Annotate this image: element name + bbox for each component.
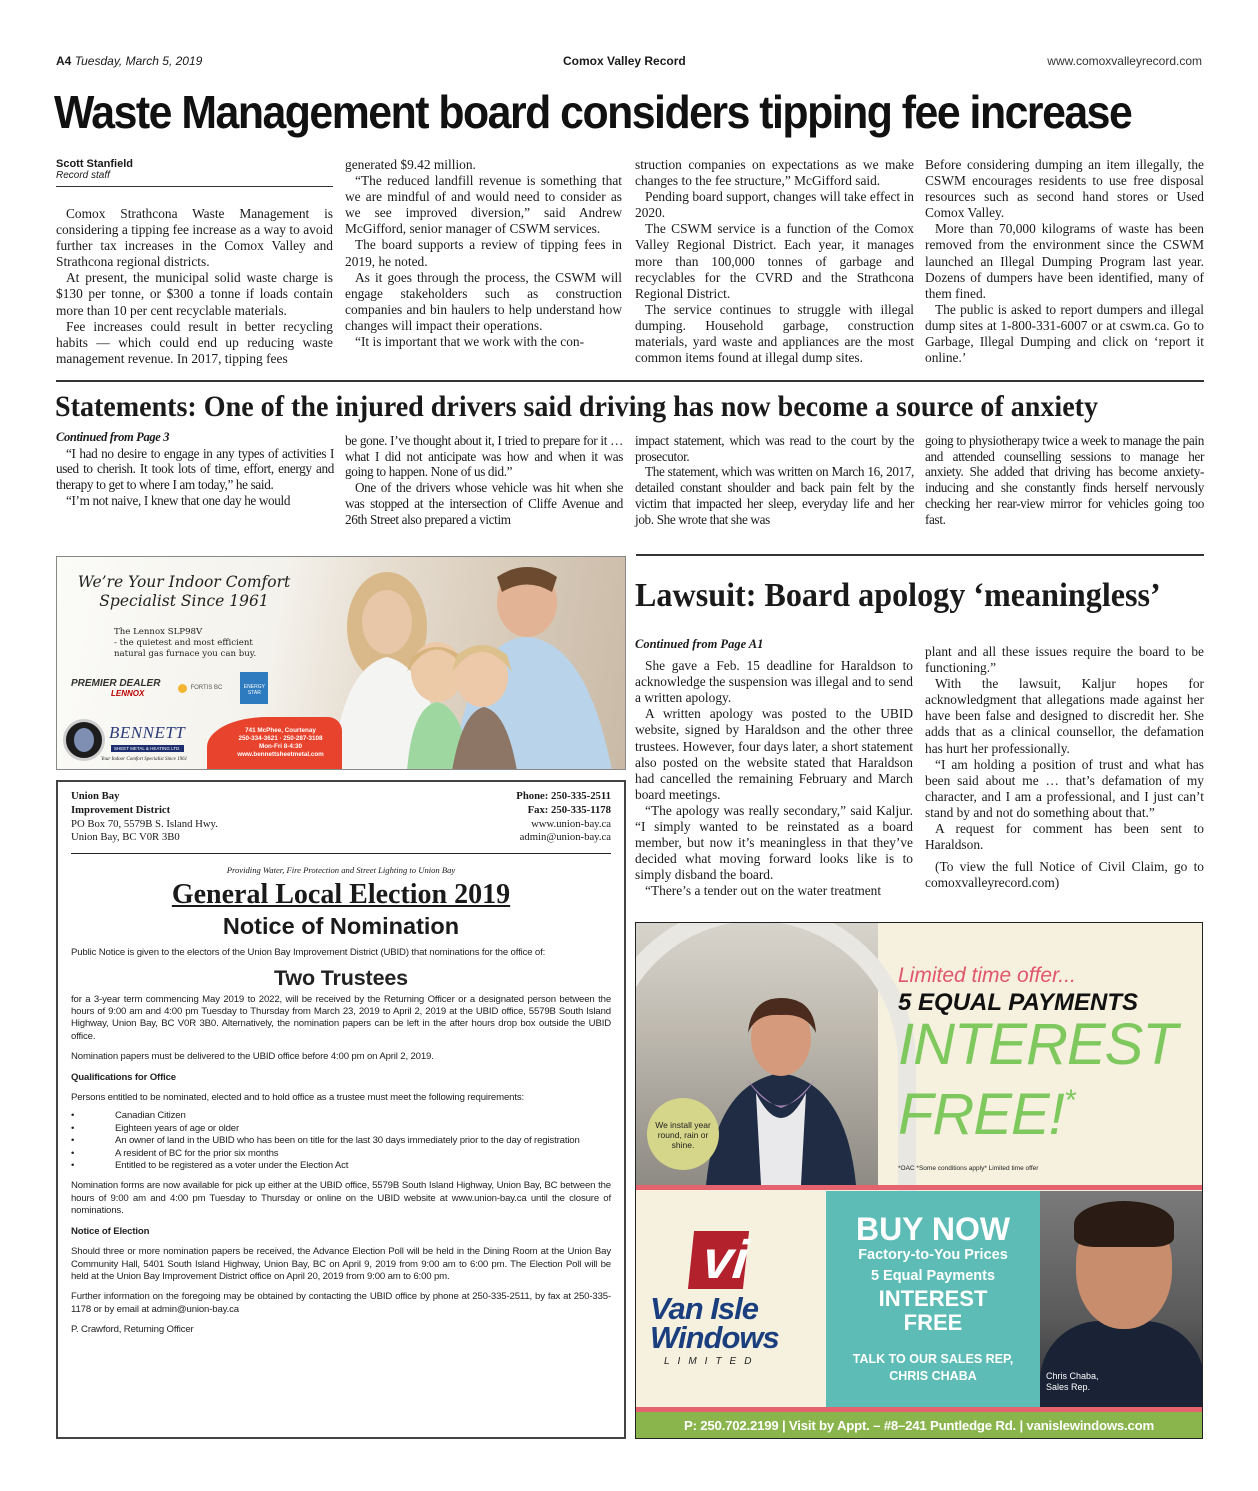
buy-now-panel xyxy=(826,1191,1040,1407)
office-title: Two Trustees xyxy=(273,965,408,990)
rep-title: Sales Rep. xyxy=(1046,1382,1091,1392)
installer-photo xyxy=(636,923,878,1185)
byline-role: Record staff xyxy=(56,170,110,181)
product-description xyxy=(114,627,256,660)
fax: Fax: 250-335-1178 xyxy=(527,803,611,816)
section-divider xyxy=(636,554,1204,556)
byline-name: Scott Stanfield xyxy=(56,158,134,170)
phones: 250-334-3621 · 250-287-3108 xyxy=(238,735,323,742)
ad-top-panel xyxy=(636,923,1202,1185)
fortis-text: FORTIS BC xyxy=(190,685,223,691)
free-word: FREE! xyxy=(898,1082,1064,1147)
paragraph: going to physiotherapy twice a week to manage the pain and attended counselling sessions to manage her anxiety. She added that driving has become anxiety-inducing and she constantly finds herself nervously checking her rear-view mirror for vehicles going too fast. xyxy=(925,433,1204,527)
logo-limited: LIMITED xyxy=(664,1356,760,1367)
brand-slogan: Your Indoor Comfort Specialist Since 1961 xyxy=(101,757,188,762)
lawsuit-column-2 xyxy=(925,644,1204,891)
ad-tagline: We’re Your Indoor Comfort Specialist Since 1961 xyxy=(77,573,291,610)
limited-offer: Limited time offer... xyxy=(898,964,1076,987)
interest-text: INTEREST xyxy=(898,1012,1177,1077)
lawsuit-column-1 xyxy=(635,636,913,900)
paragraph: plant and all these issues require the board to be functioning.” xyxy=(925,644,1204,676)
paragraph: Fee increases could result in better recycling habits — which could end up reducing waste management revenue. In 2017, tipping fees xyxy=(56,318,333,366)
list-item: • Canadian Citizen xyxy=(71,1110,611,1122)
paragraph: The statement, which was written on March 16, 2017, detailed constant shoulder and back pain felt by the victim that impacted her sleep, everyday life and her job. She wrote that she was xyxy=(635,464,914,527)
term-text: for a 3-year term commencing May 2019 to 2022, will be received by the Returning Officer or a designated person between the hours of 9:00 am and 4:00 pm Tuesday to Thursday from March 23, 2019 to April 2, 2019 at the UBID office, 5579B South Island Highway, Union Bay, BC V0R 3B0. Alternatively, the nomination papers can be left in the after hours drop box outside the UBID office. xyxy=(71,993,611,1042)
fortisbc-logo xyxy=(178,684,222,693)
paragraph: With the lawsuit, Kaljur hopes for acknowledgment that allegations made against her have been false and designed to discredit her. She adds that as a clinical counsellor, the defamation has hurt her professionally. xyxy=(925,676,1204,756)
statements-column-3 xyxy=(635,433,914,527)
bennett-advertisement[interactable] xyxy=(56,556,626,770)
paragraph: Before considering dumping an item illegally, the CSWM encourages residents to use free disposal resources such as second hand stores or Used Comox Valley. xyxy=(925,157,1204,221)
intro: Public Notice is given to the electors of the Union Bay Improvement District (UBID) that nominations for the office of: xyxy=(71,947,546,959)
page-number: A4 xyxy=(56,54,72,68)
section-divider xyxy=(56,380,1204,382)
equal-payments: 5 EQUAL PAYMENTS xyxy=(898,989,1139,1016)
product-line: The Lennox SLP98V xyxy=(114,627,203,637)
equal-payments-2: 5 Equal Payments xyxy=(870,1268,996,1284)
lennox-text: LENNOX xyxy=(111,689,145,698)
list-item: • An owner of land in the UBID who has been on title for the last 30 days immediately prior to the day of registration xyxy=(71,1135,611,1147)
paragraph: be gone. I’ve thought about it, I tried to prepare for it … what I did not anticipate was how and when it was going to happen. None of us did.” xyxy=(345,433,623,480)
waste-column-2 xyxy=(345,157,622,350)
org-name-1: Union Bay xyxy=(71,790,120,802)
lennox-premier-dealer-logo xyxy=(71,678,160,698)
paragraph: (To view the full Notice of Civil Claim, go to comoxvalleyrecord.com) xyxy=(925,859,1204,891)
publication-website: www.comoxvalleyrecord.com xyxy=(1047,54,1202,68)
signature: P. Crawford, Returning Officer xyxy=(71,1324,194,1336)
buy-now: BUY NOW xyxy=(855,1211,1011,1247)
continued-from-label: Continued from Page 3 xyxy=(56,430,170,444)
paragraph: Comox Strathcona Waste Management is considering a tipping fee increase as a way to avoid further tax increases in the Comox Valley and Strathcona regional districts. xyxy=(56,206,333,270)
rep-name: Chris Chaba, xyxy=(1046,1371,1099,1381)
rep-caption xyxy=(1046,1371,1099,1393)
paragraph: More than 70,000 kilograms of waste has been removed from the environment since the CSWM launched an Illegal Dumping Program last year. Dozens of dumpers have been identified, many of them fined. xyxy=(925,221,1204,301)
product-line: - the quietest and most efficient xyxy=(114,638,253,648)
statements-column-2 xyxy=(345,433,623,527)
org-name-2: Improvement District xyxy=(71,803,171,816)
email-link[interactable]: admin@union-bay.ca xyxy=(519,831,611,844)
waste-column-3 xyxy=(635,157,914,366)
brand-subtitle: SHEET METAL & HEATING LTD. xyxy=(111,745,184,752)
woman-figure xyxy=(706,993,856,1185)
paragraph: One of the drivers whose vehicle was hit when she was stopped at the intersection of Cliffe Avenue and 26th Street also prepared a victim xyxy=(345,480,623,527)
fortis-dot-icon xyxy=(178,684,187,693)
web-link[interactable]: www.union-bay.ca xyxy=(531,817,611,830)
paragraph: The public is asked to report dumpers and illegal dump sites at 1-800-331-6007 or at cswm.ca. Go to Garbage, Illegal Dumping and click on ‘report it online.’ xyxy=(925,301,1204,366)
rep-hair xyxy=(1074,1201,1174,1247)
paragraph: “The reduced landfill revenue is something that we are mindful of and would need to consider as we see improved diversion,” said Andrew McGifford, senior manager of CSWM services. xyxy=(345,173,622,237)
waste-column-1 xyxy=(56,206,333,367)
vanisle-windows-advertisement[interactable] xyxy=(635,922,1203,1439)
contact-band xyxy=(207,717,342,770)
lawsuit-headline xyxy=(635,574,1161,618)
premier-dealer-text: PREMIER DEALER xyxy=(71,678,161,689)
paragraph: Pending board support, changes will take effect in 2020. xyxy=(635,189,914,221)
headline-kicker: Lawsuit: xyxy=(635,577,757,614)
paragraph: “I’m not naive, I knew that one day he would xyxy=(66,492,291,508)
further-info: Further information on the foregoing may be obtained by contacting the UBID office by phone at 250-335-2511, by fax at 250-335-1178 or by email at admin@union-bay.ca xyxy=(71,1291,611,1315)
hours: Mon-Fri 8-4:30 xyxy=(258,743,303,750)
pink-divider xyxy=(636,1185,1202,1190)
deadline: Nomination papers must be delivered to the UBID office before 4:00 pm on April 2, 2019. xyxy=(71,1051,434,1063)
partner-logos xyxy=(71,672,268,704)
issue-date: Tuesday, March 5, 2019 xyxy=(74,54,203,68)
contact-block xyxy=(516,790,611,845)
vi-logo-icon xyxy=(688,1230,752,1290)
rep-name-caps: CHRIS CHABA xyxy=(889,1369,977,1383)
folio-page-date xyxy=(56,54,202,68)
paragraph: The CSWM service is a function of the Comox Valley Regional District. Each year, it manages more than 100,000 tonnes of garbage and recyclables for the CVRD and the Strathcona Regional District. xyxy=(635,221,914,301)
free-2: FREE xyxy=(903,1310,963,1335)
org-address-1: PO Box 70, 5579B S. Island Hwy. xyxy=(71,817,218,830)
paragraph: At present, the municipal solid waste charge is $130 per tonne, or $300 a tonne if loads contain more than 10 per cent recyclable materials. xyxy=(56,270,333,318)
paragraph: “The apology was really secondary,” said Kaljur. “I simply wanted to be reinstated as a board member, but now it’s meaningless in that they’ve decided what moving forward looks like is to simply disband the board. xyxy=(635,802,913,883)
brand-name: BENNETT xyxy=(109,723,186,742)
offer-block xyxy=(898,963,1177,1172)
phone: Phone: 250-335-2511 xyxy=(516,790,611,802)
energy-star-logo: ENERGY STAR xyxy=(240,672,268,704)
paragraph: generated $9.42 million. xyxy=(345,157,476,172)
statements-column-1 xyxy=(56,430,334,509)
logo-line: Windows xyxy=(650,1320,779,1355)
qualifications-intro: Persons entitled to be nominated, elected and to hold office as a trustee must meet the following requirements: xyxy=(71,1092,525,1104)
statements-headline xyxy=(55,388,1098,426)
election-heading: Notice of Election xyxy=(71,1225,150,1237)
paragraph: The service continues to struggle with illegal dumping. Household garbage, construction materials, yard waste and appliances are the most common items found at illegal dump sites. xyxy=(635,301,914,366)
waste-column-4 xyxy=(925,157,1204,366)
list-item: • Entitled to be registered as a voter under the Election Act xyxy=(71,1160,611,1172)
notice-body xyxy=(71,947,611,1336)
paragraph: The board supports a review of tipping fees in 2019, he noted. xyxy=(345,237,622,269)
interest-2: INTEREST xyxy=(878,1286,988,1311)
paragraph: “I had no desire to engage in any types of activities I used to cherish. It took lots of time, effort, energy and therapy to get to where I am today,” he said. xyxy=(56,445,334,493)
waste-article-headline: Waste Management board considers tipping fee increase xyxy=(54,86,1132,138)
publication-name: Comox Valley Record xyxy=(563,54,686,68)
paragraph: “There’s a tender out on the water treatment xyxy=(645,883,882,899)
paragraph: impact statement, which was read to the court by the prosecutor. xyxy=(635,433,914,464)
address: 741 McPhee, Courtenay xyxy=(245,727,316,734)
contact-footer[interactable]: P: 250.702.2199 | Visit by Appt. – #8–241 Puntledge Rd. | vanislewindows.com xyxy=(636,1412,1202,1439)
paragraph: A written apology was posted to the UBID website, signed by Haraldson and the other three trustees. However, four days later, a short statement also posted on the website stated that Haraldson had cancelled the remaining February and March board meetings. xyxy=(635,706,913,802)
paragraph: “It is important that we work with the con- xyxy=(355,334,585,350)
logo-line: Van Isle xyxy=(650,1291,759,1326)
statements-column-4 xyxy=(925,433,1204,527)
notice-title: General Local Election 2019 xyxy=(171,879,511,911)
org-block xyxy=(71,790,218,845)
paragraph: She gave a Feb. 15 deadline for Haraldson to acknowledge the suspension was illegal and to send a written apology. xyxy=(635,658,913,706)
talk-to-rep: TALK TO OUR SALES REP, xyxy=(852,1352,1014,1366)
free-text xyxy=(898,1073,1177,1147)
bennett-brand xyxy=(61,717,211,770)
product-line: natural gas furnace you can buy. xyxy=(114,649,257,659)
byline xyxy=(56,158,333,187)
list-item: • A resident of BC for the prior six months xyxy=(71,1148,611,1160)
list-item: • Eighteen years of age or older xyxy=(71,1123,611,1135)
headline-text: One of the injured drivers said driving has now become a source of anxiety xyxy=(203,390,1099,423)
notice-header xyxy=(71,790,611,854)
sales-rep-photo xyxy=(1040,1191,1203,1407)
org-address-2: Union Bay, BC V0R 3B0 xyxy=(71,831,180,844)
paragraph: struction companies on expectations as we make changes to the fee structure,” McGifford said. xyxy=(635,157,914,189)
founder-medallion-icon xyxy=(63,719,105,761)
requirements-list xyxy=(71,1110,611,1172)
ad-middle-panel xyxy=(636,1191,1202,1407)
continued-from-label: Continued from Page A1 xyxy=(635,637,764,651)
forms-text: Nomination forms are now available for pick up either at the UBID office, 5579B South Island Highway, Union Bay, BC between the hours of 9:00 am and 4:00 pm Tuesday to Thursday or online on the UBID website at www.union-bay.ca until the closure of nominations. xyxy=(71,1180,611,1217)
qualifications-heading: Qualifications for Office xyxy=(71,1071,176,1083)
union-bay-election-notice xyxy=(56,780,626,1439)
fine-print: *OAC *Some conditions apply* Limited time offer xyxy=(898,1165,1039,1172)
election-text: Should three or more nomination papers be received, the Advance Election Poll will be held in the Dining Room at the Union Bay Community Hall, 5401 South Island Highway, Union Bay, BC on April 9, 2019 from 9:00 am to 6:00 pm. The Election Poll will be held at the Union Bay Improvement District office on April 20, 2019 from 9:00 am to 6:00 pm. xyxy=(71,1246,611,1282)
paragraph: As it goes through the process, the CSWM will engage stakeholders such as construction companies and bin haulers to help understand how changes will impact their operations. xyxy=(345,269,622,333)
rep-shirt xyxy=(1040,1321,1203,1411)
headline-kicker: Statements: xyxy=(55,390,197,423)
website-link[interactable]: www.bennettsheetmetal.com xyxy=(237,751,324,758)
install-badge: We install year round, rain or shine. xyxy=(647,1098,719,1170)
vanisle-logo xyxy=(636,1191,826,1407)
notice-motto: Providing Water, Fire Protection and Street Lighting to Union Bay xyxy=(226,865,456,876)
headline-text: Board apology ‘meaningless’ xyxy=(764,577,1161,614)
notice-subtitle: Notice of Nomination xyxy=(222,913,460,940)
factory-prices: Factory-to-You Prices xyxy=(858,1247,1008,1263)
asterisk: * xyxy=(1063,1084,1075,1117)
logo-mark-text: vi xyxy=(699,1230,752,1290)
paragraph: “I am holding a position of trust and what has been said about me … that’s defamation of my character, and I am a professional, and I just can’t stand by and not do something about that.” xyxy=(925,756,1204,820)
logo-wordmark xyxy=(650,1291,779,1355)
paragraph: A request for comment has been sent to Haraldson. xyxy=(925,821,1204,853)
family-photo xyxy=(312,557,626,770)
